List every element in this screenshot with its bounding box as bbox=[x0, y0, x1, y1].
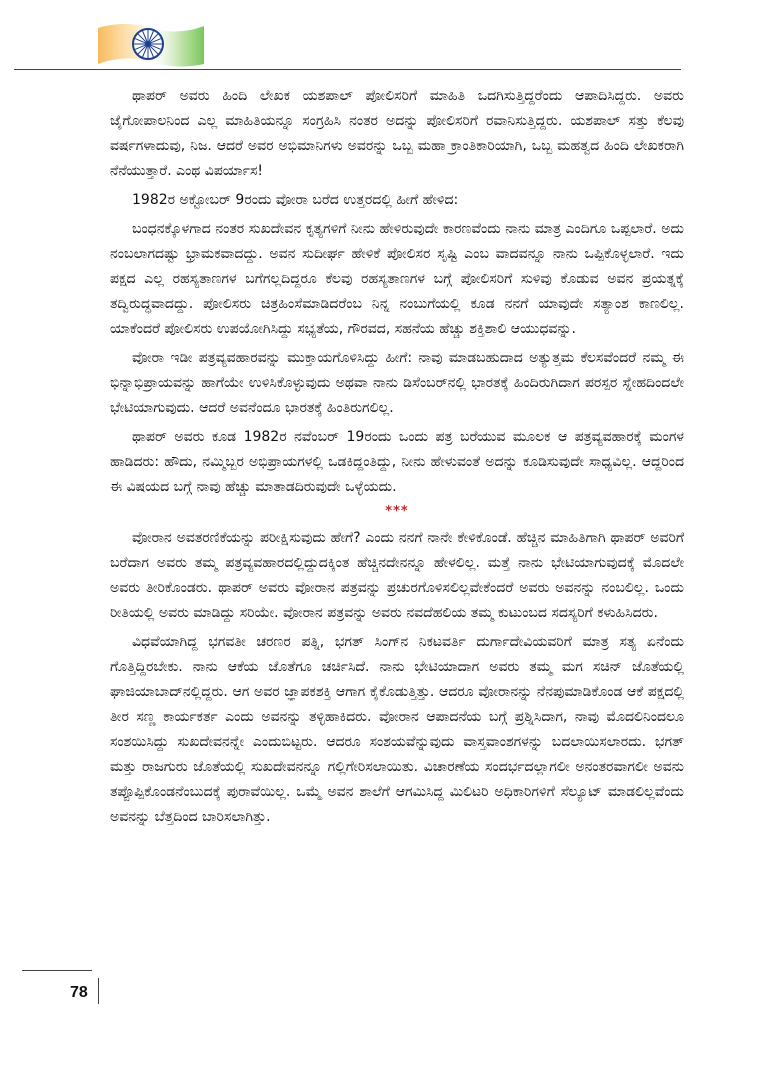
paragraph: ಥಾಪರ್ ಅವರು ಹಿಂದಿ ಲೇಖಕ ಯಶಪಾಲ್ ಪೋಲಿಸರಿಗೆ ಮಾಹಿತಿ ಒದಗಿಸುತ್ತಿದ್ದರೆಂದು ಆಪಾದಿಸಿದ್ದರು. ಅವರು ಜೈಗೋಪಾಲನಿಂದ ಎಲ್ಲ ಮಾಹಿತಿಯನ್ನೂ ಸಂಗ್ರಹಿಸಿ ನಂತರ ಅದನ್ನು ಪೋಲಿಸರಿಗೆ ರವಾನಿಸುತ್ತಿದ್ದರು. ಯಶಪಾಲ್ ಸತ್ತು ಕೆಲವು ವರ್ಷಗಳಾದುವು, ನಿಜ. ಆದರೆ ಅವರ ಅಭಿಮಾನಿಗಳು ಅವರನ್ನು ಒಬ್ಬ ಮಹಾ ಕ್ರಾಂತಿಕಾರಿಯಾಗಿ, ಒಬ್ಬ ಮಹತ್ವದ ಹಿಂದಿ ಲೇಖಕರಾಗಿ ನೆನೆಯುತ್ತಾರೆ. ಎಂಥ ವಿಪರ್ಯಾಸ! bbox=[110, 88, 684, 179]
paragraph: ಬಂಧನಕ್ಕೊಳಗಾದ ನಂತರ ಸುಖದೇವನ ಕೃತ್ಯಗಳಿಗೆ ನೀನು ಹೇಳಿರುವುದೇ ಕಾರಣವೆಂದು ನಾನು ಮಾತ್ರ ಎಂದಿಗೂ ಒಪ್ಪಲಾರೆ. ಅದು ನಂಬಲಾಗದಷ್ಟು ಭ್ರಾಮಕವಾದದ್ದು. ಅವನ ಸುದೀರ್ಘ ಹೇಳಿಕೆ ಪೋಲಿಸರ ಸೃಷ್ಟಿ ಎಂಬ ವಾದವನ್ನೂ ನಾನು ಒಪ್ಪಿಕೊಳ್ಳಲಾರೆ. ಇದು ಪಕ್ಷದ ಎಲ್ಲ ರಹಸ್ಯತಾಣಗಳ ಬಗೆಗಲ್ಲದಿದ್ದರೂ ಕೆಲವು ರಹಸ್ಯತಾಣಗಳ ಬಗ್ಗೆ ಪೋಲಿಸರಿಗೆ ಸುಳಿವು ಕೊಡುವ ಅವನ ಪ್ರಯತ್ನಕ್ಕೆ ತದ್ವಿರುದ್ಧವಾದದ್ದು. ಪೋಲಿಸರು ಚಿತ್ರಹಿಂಸೆಮಾಡಿದರೆಂಬ ನಿನ್ನ ನಂಬುಗೆಯಲ್ಲಿ ಕೂಡ ನನಗೆ ಯಾವುದೇ ಸತ್ಯಾಂಶ ಕಾಣಲಿಲ್ಲ. ಯಾಕೆಂದರೆ ಪೋಲಿಸರು ಉಪಯೋಗಿಸಿದ್ದು ಸಭ್ಯತೆಯ, ಗೌರವದ, ಸಹನೆಯ ಹೆಚ್ಚು ಶಕ್ತಿಶಾಲಿ ಆಯುಧವನ್ನು. bbox=[110, 221, 684, 337]
paragraph: ವಿಧವೆಯಾಗಿದ್ದ ಭಗವತೀ ಚರಣರ ಪತ್ನಿ, ಭಗತ್ ಸಿಂಗ್‌ನ ನಿಕಟವರ್ತಿ ದುರ್ಗಾದೇವಿಯವರಿಗೆ ಮಾತ್ರ ಸತ್ಯ ಏನೆಂದು ಗೊತ್ತಿದ್ದಿರಬೇಕು. ನಾನು ಆಕೆಯ ಜೊತೆಗೂ ಚರ್ಚಿಸಿದೆ. ನಾನು ಭೇಟಿಯಾದಾಗ ಅವರು ತಮ್ಮ ಮಗ ಸಚಿನ್ ಜೊತೆಯಲ್ಲಿ ಘಾಜಿಯಾಬಾದ್‌ನಲ್ಲಿದ್ದರು. ಆಗ ಅವರ ಜ್ಞಾಪಕಶಕ್ತಿ ಆಗಾಗ ಕೈಕೊಡುತ್ತಿತ್ತು. ಆದರೂ ವೋರಾನನ್ನು ನೆನಪುಮಾಡಿಕೊಂಡ ಆಕೆ ಪಕ್ಷದಲ್ಲಿ ತೀರ ಸಣ್ಣ ಕಾರ್ಯಕರ್ತ ಎಂದು ಅವನನ್ನು ತಳ್ಳಿಹಾಕಿದರು. ವೋರಾನ ಆಪಾದನೆಯ ಬಗ್ಗೆ ಪ್ರಶ್ನಿಸಿದಾಗ, ನಾವು ಮೊದಲಿನಿಂದಲೂ ಸಂಶಯಿಸಿದ್ದು ಸುಖದೇವನನ್ನೇ ಎಂದುಬಿಟ್ಟರು. ಆದರೂ ಸಂಶಯವೆನ್ನುವುದು ವಾಸ್ತವಾಂಶಗಳನ್ನು ಬದಲಾಯಿಸಲಾರದು. ಭಗತ್ ಮತ್ತು ರಾಜಗುರು ಜೊತೆಯಲ್ಲಿ ಸುಖದೇವನನ್ನೂ ಗಲ್ಲಿಗೇರಿಸಲಾಯಿತು. ವಿಚಾರಣೆಯ ಸಂದರ್ಭದಲ್ಲಾಗಲೀ ಅನಂತರವಾಗಲೀ ಅವನು ತಪ್ಪೊಪ್ಪಿಕೊಂಡನೆಂಬುದಕ್ಕೆ ಪುರಾವೆಯಿಲ್ಲ. ಒಮ್ಮೆ ಅವನ ಶಾಲೆಗೆ ಆಗಮಿಸಿದ್ದ ಮಿಲಿಟರಿ ಅಧಿಕಾರಿಗಳಿಗೆ ಸೆಲ್ಯೂಟ್ ಮಾಡಲಿಲ್ಲವೆಂದು ಅವನನ್ನು ಬೆತ್ತದಿಂದ ಬಾರಿಸಲಾಗಿತ್ತು. bbox=[110, 634, 684, 825]
page-body bbox=[110, 84, 684, 834]
header-rule bbox=[14, 69, 681, 70]
paragraph: ವೋರಾನ ಅವತರಣಿಕೆಯನ್ನು ಪರೀಕ್ಷಿಸುವುದು ಹೇಗೆ? ಎಂದು ನನಗೆ ನಾನೇ ಕೇಳಿಕೊಂಡೆ. ಹೆಚ್ಚಿನ ಮಾಹಿತಿಗಾಗಿ ಥಾಪರ್ ಅವರಿಗೆ ಬರೆದಾಗ ಅವರು ತಮ್ಮ ಪತ್ರವ್ಯವಹಾರದಲ್ಲಿದ್ದುದಕ್ಕಿಂತ ಹೆಚ್ಚಿನದೇನನ್ನೂ ಹೇಳಲಿಲ್ಲ. ಮತ್ತೆ ನಾನು ಭೇಟಿಯಾಗುವುದಕ್ಕೆ ಮೊದಲೇ ಅವರು ತೀರಿಕೊಂಡರು. ಥಾಪರ್ ಅವರು ವೋರಾನ ಪತ್ರವನ್ನು ಪ್ರಚುರಗೊಳಿಸಲಿಲ್ಲವೇಕೆಂದರೆ ಅವರು ಅವನನ್ನು ನಂಬಲಿಲ್ಲ. ಒಂದು ರೀತಿಯಲ್ಲಿ ಅವರು ಮಾಡಿದ್ದು ಸರಿಯೇ. ವೋರಾನ ಪತ್ರವನ್ನು ಅವರು ನವದೆಹಲಿಯ ತಮ್ಮ ಕುಟುಂಬದ ಸದಸ್ಯರಿಗೆ ಕಳುಹಿಸಿದರು. bbox=[110, 530, 684, 621]
paragraph: ವೋರಾ ಇಡೀ ಪತ್ರವ್ಯವಹಾರವನ್ನು ಮುಕ್ತಾಯಗೊಳಿಸಿದ್ದು ಹೀಗೆ: ನಾವು ಮಾಡಬಹುದಾದ ಅತ್ಯುತ್ತಮ ಕೆಲಸವೆಂದರೆ ನಮ್ಮ ಈ ಭಿನ್ನಾಭಿಪ್ರಾಯವನ್ನು ಹಾಗೆಯೇ ಉಳಿಸಿಕೊಳ್ಳುವುದು ಅಥವಾ ನಾನು ಡಿಸೆಂಬರ್‌ನಲ್ಲಿ ಭಾರತಕ್ಕೆ ಹಿಂದಿರುಗಿದಾಗ ಪರಸ್ಪರ ಸ್ನೇಹದಿಂದಲೇ ಭೇಟಿಯಾಗುವುದು. ಆದರೆ ಅವನೆಂದೂ ಭಾರತಕ್ಕೆ ಹಿಂತಿರುಗಲಿಲ್ಲ. bbox=[110, 350, 684, 416]
page-number: 78 bbox=[70, 984, 88, 1001]
paragraph: ಥಾಪರ್ ಅವರು ಕೂಡ 1982ರ ನವೆಂಬರ್ 19ರಂದು ಒಂದು ಪತ್ರ ಬರೆಯುವ ಮೂಲಕ ಆ ಪತ್ರವ್ಯವಹಾರಕ್ಕೆ ಮಂಗಳ ಹಾಡಿದರು: ಹೌದು, ನಮ್ಮಿಬ್ಬರ ಅಭಿಪ್ರಾಯಗಳಲ್ಲಿ ಒಡಕಿದ್ದಂತಿದ್ದು, ನೀನು ಹೇಳುವಂತೆ ಅದನ್ನು ಕೂಡಿಸುವುದೇ ಸಾಧ್ಯವಿಲ್ಲ. ಆದ್ದರಿಂದ ಈ ವಿಷಯದ ಬಗ್ಗೆ ನಾವು ಹೆಚ್ಚು ಮಾತಾಡದಿರುವುದೇ ಒಳ್ಳೆಯದು. bbox=[110, 429, 684, 495]
paragraph: 1982ರ ಅಕ್ಟೋಬರ್ 9ರಂದು ವೋರಾ ಬರೆದ ಉತ್ತರದಲ್ಲಿ ಹೀಗೆ ಹೇಳಿದ: bbox=[132, 192, 459, 208]
section-separator: *** bbox=[385, 504, 409, 519]
margin-rule bbox=[98, 978, 99, 1004]
footer-rule bbox=[22, 970, 92, 971]
flag-emblem-icon bbox=[98, 20, 204, 68]
